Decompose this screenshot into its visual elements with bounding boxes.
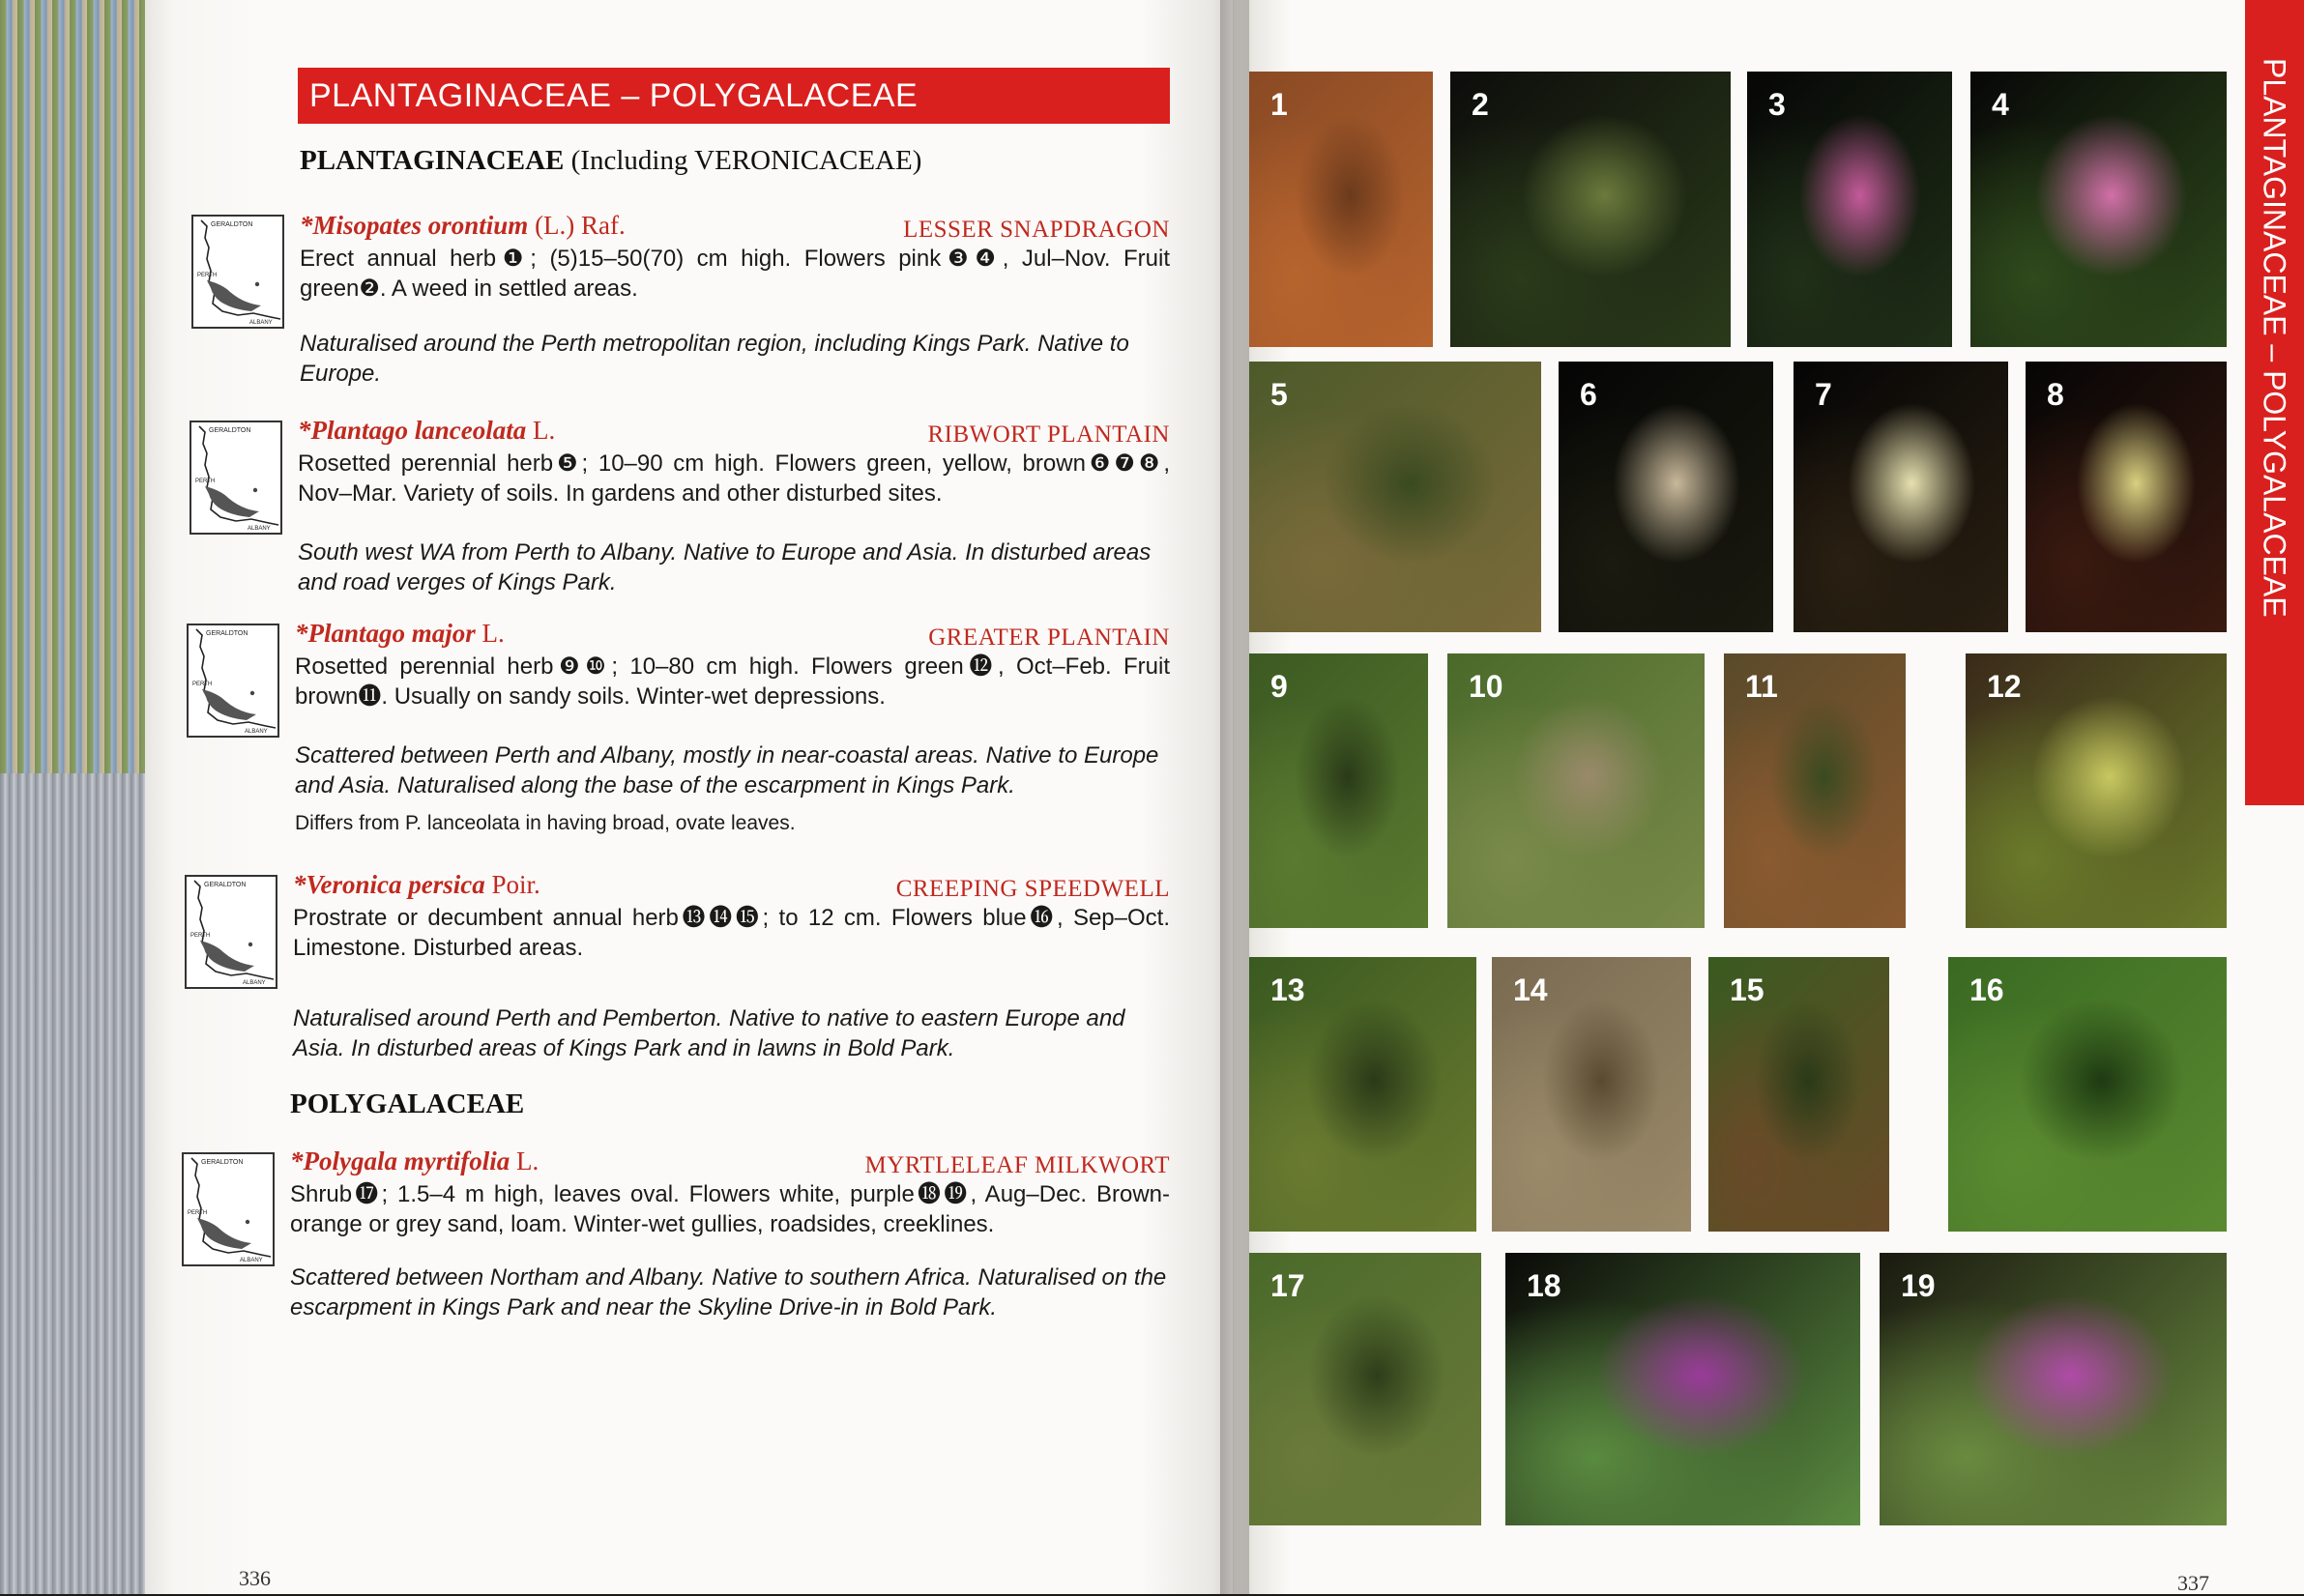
species-name: *Plantago major L.: [295, 619, 505, 648]
svg-text:PERTH: PERTH: [188, 1210, 208, 1216]
species-authority: L.: [515, 1146, 540, 1175]
common-name: MYRTLELEAF MILKWORT: [864, 1152, 1170, 1178]
svg-text:ALBANY: ALBANY: [240, 1258, 263, 1263]
plant-photo-3: [1747, 72, 1952, 347]
species-authority: Poir.: [491, 870, 540, 899]
svg-text:PERTH: PERTH: [197, 273, 218, 278]
species-note: Differs from P. lanceolata in having broad, ovate leaves.: [295, 812, 796, 834]
photo-number: 7: [1815, 377, 1832, 412]
species-header: [300, 211, 1170, 241]
plant-photo-19: [1880, 1253, 2227, 1525]
photo-number: 17: [1270, 1268, 1305, 1303]
family-name: PLANTAGINACEAE: [300, 145, 565, 176]
distribution-map: [185, 875, 277, 989]
plant-photo-16: [1948, 957, 2227, 1232]
plant-photo-12: [1966, 653, 2227, 928]
species-header: [298, 416, 1170, 446]
distribution-map: [190, 421, 282, 535]
plant-photo-17: [1249, 1253, 1481, 1525]
species-header: [293, 870, 1170, 900]
photo-number: 15: [1730, 972, 1764, 1007]
species-distribution: Naturalised around the Perth metropolitan region, including Kings Park. Native to Europe.: [300, 331, 1129, 387]
species-description: Erect annual herb❶; (5)15–50(70) cm high. Flowers pink❸❹, Jul–Nov. Fruit green❷. A weed in settled areas.: [300, 246, 1170, 302]
book-gutter: [1220, 0, 1249, 1594]
photo-number: 6: [1580, 377, 1597, 412]
plant-photo-1: [1249, 72, 1433, 347]
species-description: Prostrate or decumbent annual herb⓭⓮⓯; to 12 cm. Flowers blue⓰, Sep–Oct. Limestone. Disturbed areas.: [293, 905, 1170, 961]
photo-number: 19: [1901, 1268, 1936, 1303]
species-distribution: Scattered between Perth and Albany, mostly in near-coastal areas. Native to Europe and Asia. Naturalised along the base of the escarpment in Kings Park.: [295, 742, 1159, 798]
svg-text:GERALDTON: GERALDTON: [211, 221, 253, 228]
section-tab-label: PLANTAGINACEAE – POLYGALACEAE: [2257, 58, 2292, 618]
photo-number: 1: [1270, 87, 1288, 122]
species-description: Rosetted perennial herb❾❿; 10–80 cm high. Flowers green⓬, Oct–Feb. Fruit brown⓫. Usually on sandy soils. Winter-wet depressions.: [295, 653, 1170, 710]
page-number-left: 336: [239, 1566, 271, 1590]
photo-number: 11: [1745, 669, 1778, 704]
photo-number: 3: [1768, 87, 1786, 122]
photo-number: 18: [1527, 1268, 1561, 1303]
family-heading-polygalaceae: POLYGALACEAE: [290, 1088, 525, 1119]
svg-text:ALBANY: ALBANY: [243, 980, 266, 986]
plant-photo-8: [2026, 362, 2227, 632]
family-heading-plantaginaceae: [300, 145, 921, 177]
species-name: *Misopates orontium (L.) Raf.: [300, 211, 626, 240]
plant-photo-18: [1505, 1253, 1860, 1525]
page-number-right: 337: [2177, 1571, 2209, 1595]
plant-photo-4: [1970, 72, 2227, 347]
svg-text:ALBANY: ALBANY: [249, 320, 273, 326]
photo-number: 9: [1270, 669, 1288, 704]
common-name: GREATER PLANTAIN: [928, 624, 1170, 651]
plant-photo-9: [1249, 653, 1428, 928]
plant-photo-2: [1450, 72, 1731, 347]
section-banner: PLANTAGINACEAE – POLYGALACEAE: [298, 68, 1170, 124]
photo-number: 4: [1992, 87, 2009, 122]
species-distribution: South west WA from Perth to Albany. Native to Europe and Asia. In disturbed areas and road verges of Kings Park.: [298, 539, 1152, 595]
species-description: Shrub⓱; 1.5–4 m high, leaves oval. Flowers white, purple⓲⓳, Aug–Dec. Brown-orange or grey sand, loam. Winter-wet gullies, roadsides, creeklines.: [290, 1181, 1170, 1237]
family-note: (Including VERONICACEAE): [570, 145, 922, 176]
species-distribution: Naturalised around Perth and Pemberton. Native to native to eastern Europe and Asia. In disturbed areas of Kings Park and in lawns in Bold Park.: [293, 1005, 1125, 1061]
svg-text:PERTH: PERTH: [190, 933, 211, 939]
species-name: *Plantago lanceolata L.: [298, 416, 556, 445]
plant-photo-13: [1249, 957, 1476, 1232]
species-distribution: Scattered between Northam and Albany. Native to southern Africa. Naturalised on the escarpment in Kings Park and near the Skyline Drive-in in Bold Park.: [290, 1264, 1167, 1320]
svg-text:ALBANY: ALBANY: [248, 526, 271, 532]
distribution-map: [182, 1152, 275, 1266]
species-description: Rosetted perennial herb❺; 10–90 cm high. Flowers green, yellow, brown❻❼❽, Nov–Mar. Variety of soils. In gardens and other disturbed sites.: [298, 450, 1170, 507]
photo-number: 14: [1513, 972, 1548, 1007]
common-name: CREEPING SPEEDWELL: [895, 876, 1170, 902]
species-header: [290, 1146, 1170, 1176]
svg-text:GERALDTON: GERALDTON: [204, 882, 247, 888]
common-name: LESSER SNAPDRAGON: [903, 217, 1170, 243]
plant-photo-10: [1447, 653, 1705, 928]
photo-number: 13: [1270, 972, 1305, 1007]
species-name: *Veronica persica Poir.: [293, 870, 540, 899]
species-authority: (L.) Raf.: [535, 211, 626, 240]
svg-text:GERALDTON: GERALDTON: [209, 427, 251, 434]
photo-number: 2: [1472, 87, 1489, 122]
svg-text:PERTH: PERTH: [195, 479, 216, 484]
svg-text:GERALDTON: GERALDTON: [201, 1159, 244, 1166]
svg-text:GERALDTON: GERALDTON: [206, 630, 248, 637]
svg-text:PERTH: PERTH: [192, 682, 213, 687]
species-authority: L.: [481, 619, 505, 648]
plant-photo-5: [1249, 362, 1541, 632]
common-name: RIBWORT PLANTAIN: [927, 421, 1170, 448]
plant-photo-14: [1492, 957, 1691, 1232]
species-header: [295, 619, 1170, 649]
plant-photo-7: [1794, 362, 2008, 632]
photo-number: 5: [1270, 377, 1288, 412]
photo-number: 12: [1987, 669, 2022, 704]
plant-photo-6: [1559, 362, 1773, 632]
distribution-map: [187, 624, 279, 738]
photo-number: 8: [2047, 377, 2064, 412]
plant-photo-15: [1708, 957, 1889, 1232]
photo-number: 16: [1969, 972, 2004, 1007]
photo-number: 10: [1469, 669, 1503, 704]
section-tab: [2245, 0, 2304, 805]
distribution-map: [191, 215, 284, 329]
species-authority: L.: [533, 416, 556, 445]
svg-text:ALBANY: ALBANY: [245, 729, 268, 735]
plant-photo-11: [1724, 653, 1906, 928]
species-name: *Polygala myrtifolia L.: [290, 1146, 540, 1175]
